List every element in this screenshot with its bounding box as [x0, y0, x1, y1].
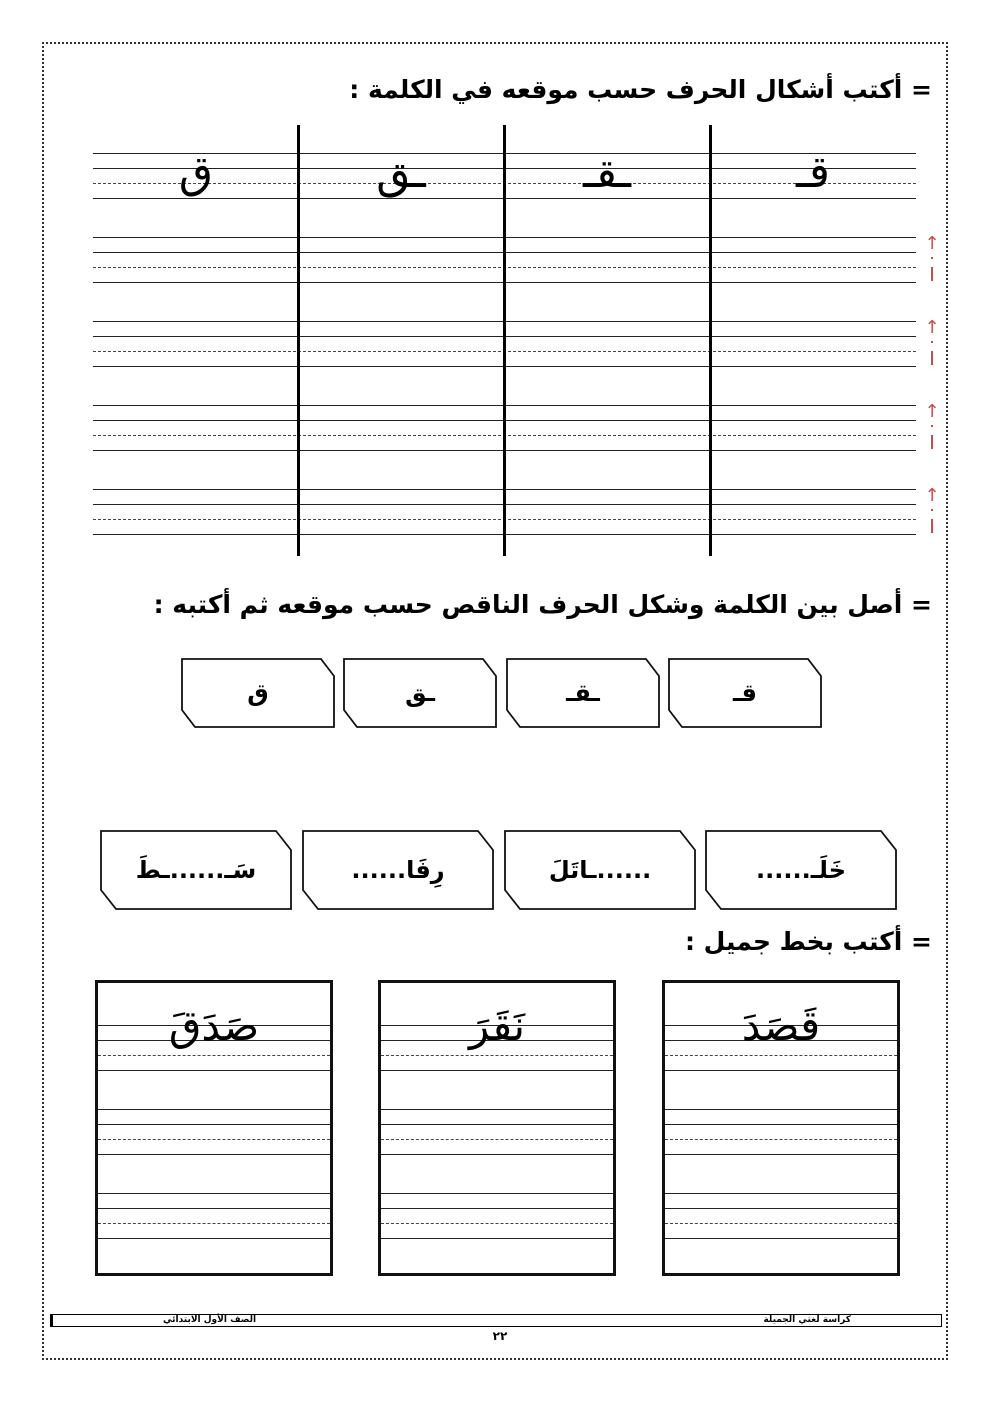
section-3-heading: [685, 926, 932, 958]
ruled-line: [665, 1124, 897, 1125]
arrow-tail: [931, 267, 933, 281]
column-divider: [503, 125, 506, 556]
ruled-line: [381, 1208, 613, 1209]
red-up-arrow-icon: ↑: [924, 317, 940, 338]
ruled-line-dashed: [98, 1055, 330, 1056]
letter-box-text: ـقـ: [566, 679, 600, 707]
word-box-2[interactable]: [504, 830, 696, 910]
word-box-text: ......ـاتَلَ: [548, 856, 652, 884]
model-word: قَصَدَ: [741, 1001, 821, 1050]
column-divider: [709, 125, 712, 556]
arrow-tail: [931, 351, 933, 365]
word-box-text: خَلَـ......: [756, 856, 846, 884]
letter-box-text: ـق: [405, 679, 435, 707]
ruled-line: [98, 1109, 330, 1110]
arrow-dot: [931, 257, 933, 259]
ruled-line: [381, 1154, 613, 1155]
handwriting-box-1[interactable]: [662, 980, 900, 1276]
footer-notebook-title: كراسة لغتي الجميلة: [763, 1315, 851, 1325]
ruled-line-dashed: [665, 1223, 897, 1224]
ruled-line: [381, 1070, 613, 1071]
word-box-text: سَـ......ـطَ: [135, 856, 257, 884]
word-box-4[interactable]: [100, 830, 292, 910]
letter-form-model: ـق: [376, 147, 426, 198]
page-number: ٢٢: [492, 1329, 508, 1343]
footer-grade-label: الصف الأول الابتدائي: [163, 1315, 257, 1325]
ruled-line: [665, 1109, 897, 1110]
ruled-line: [381, 1109, 613, 1110]
letter-form-model: قـ: [796, 147, 830, 198]
ruled-line-dashed: [381, 1055, 613, 1056]
arrow-dot: [931, 341, 933, 343]
handwriting-box-2[interactable]: [378, 980, 616, 1276]
heading-prefix: =: [911, 927, 932, 956]
letter-form-model: ـقـ: [582, 147, 632, 198]
red-up-arrow-icon: ↑: [924, 485, 940, 506]
letter-box-medial[interactable]: [506, 658, 660, 728]
arrow-dot: [931, 425, 933, 427]
word-box-text: رِفَا......: [351, 856, 445, 884]
ruled-line: [98, 1193, 330, 1194]
heading-text: أصل بين الكلمة وشكل الحرف الناقص حسب موقعه ثم أكتبه :: [153, 590, 903, 619]
letter-box-text: قـ: [733, 679, 757, 707]
arrow-tail: [931, 435, 933, 449]
column-divider: [297, 125, 300, 556]
ruled-line: [98, 1070, 330, 1071]
ruled-line: [381, 1124, 613, 1125]
ruled-line: [381, 1193, 613, 1194]
arrow-dot: [931, 509, 933, 511]
heading-prefix: =: [911, 590, 932, 619]
word-box-1[interactable]: [705, 830, 897, 910]
red-up-arrow-icon: ↑: [924, 401, 940, 422]
ruled-line: [665, 1193, 897, 1194]
section-2-heading: [154, 589, 932, 621]
ruled-line-dashed: [665, 1055, 897, 1056]
arrow-tail: [931, 519, 933, 533]
letter-box-isolated[interactable]: [181, 658, 335, 728]
heading-text: أكتب بخط جميل :: [684, 927, 903, 956]
ruled-line: [665, 1154, 897, 1155]
ruled-line: [665, 1070, 897, 1071]
letter-box-text: ق: [247, 679, 269, 707]
word-box-3[interactable]: [302, 830, 494, 910]
red-up-arrow-icon: ↑: [924, 233, 940, 254]
ruled-line-dashed: [381, 1139, 613, 1140]
heading-prefix: =: [911, 75, 932, 104]
ruled-line-dashed: [381, 1223, 613, 1224]
handwriting-box-3[interactable]: [95, 980, 333, 1276]
heading-text: أكتب أشكال الحرف حسب موقعه في الكلمة :: [349, 75, 903, 104]
letter-form-model: ق: [178, 147, 214, 198]
ruled-line: [665, 1208, 897, 1209]
section-1-heading: [349, 74, 932, 106]
ruled-line: [665, 1238, 897, 1239]
letter-box-initial[interactable]: [668, 658, 822, 728]
model-word: نَقَرَ: [468, 1001, 526, 1050]
ruled-line: [381, 1238, 613, 1239]
ruled-line: [98, 1154, 330, 1155]
letter-box-final[interactable]: [343, 658, 497, 728]
footer-bar: [50, 1314, 942, 1327]
ruled-line-dashed: [98, 1139, 330, 1140]
model-word: صَدَقَ: [168, 1001, 260, 1050]
ruled-line: [98, 1124, 330, 1125]
ruled-line: [98, 1208, 330, 1209]
ruled-line-dashed: [98, 1223, 330, 1224]
ruled-line-dashed: [665, 1139, 897, 1140]
ruled-line: [98, 1238, 330, 1239]
